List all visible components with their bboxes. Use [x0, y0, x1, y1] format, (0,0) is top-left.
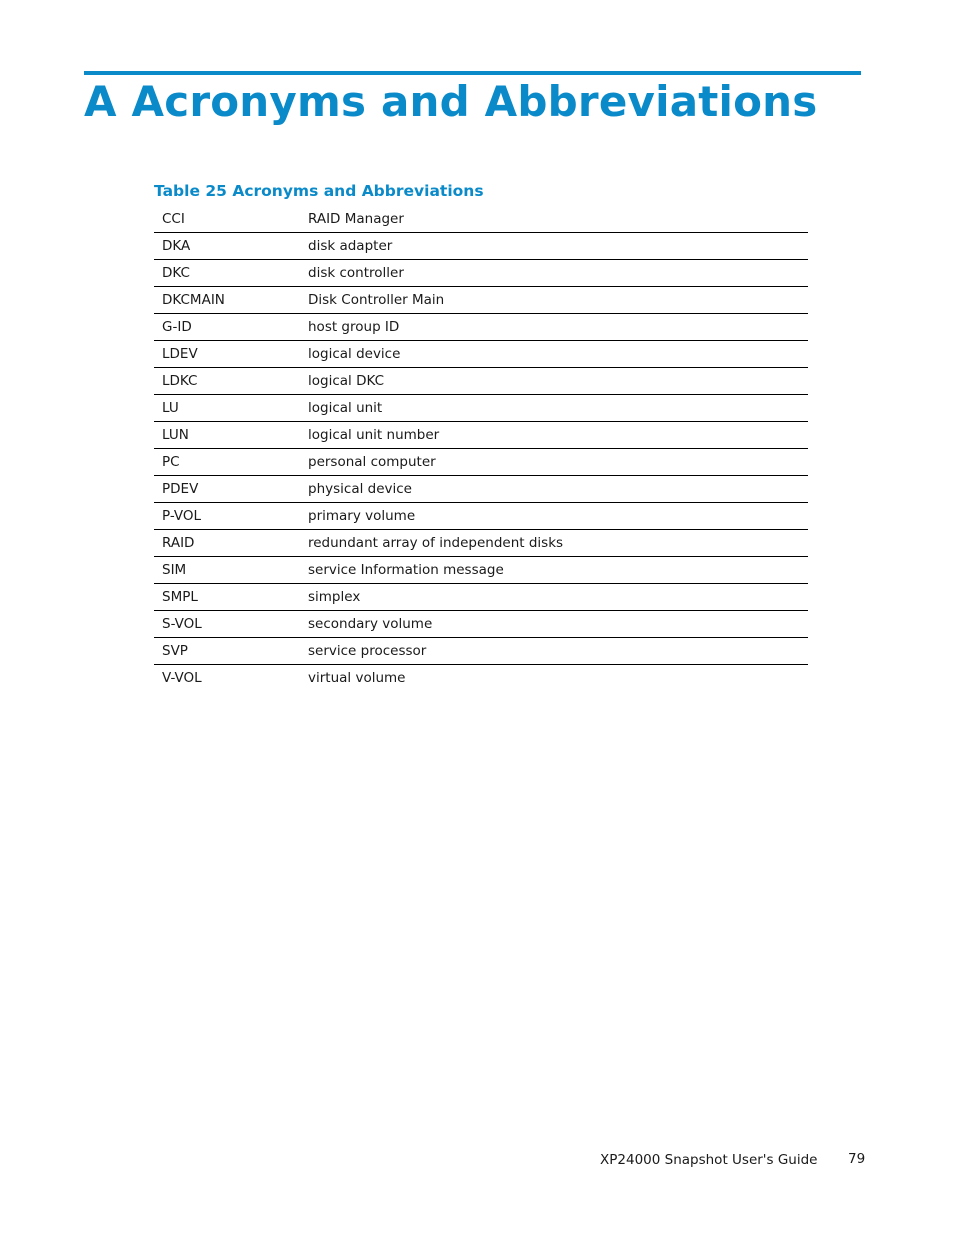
acronym-cell: LUN	[154, 422, 308, 449]
table-row	[154, 530, 808, 557]
table-row	[154, 422, 808, 449]
definition-cell: Disk Controller Main	[308, 287, 808, 314]
table-row	[154, 395, 808, 422]
table-row	[154, 503, 808, 530]
acronym-cell: CCI	[154, 206, 308, 233]
acronym-cell: SIM	[154, 557, 308, 584]
acronym-cell: LDKC	[154, 368, 308, 395]
acronym-cell: PC	[154, 449, 308, 476]
table-row	[154, 476, 808, 503]
definition-cell: disk controller	[308, 260, 808, 287]
table-row	[154, 665, 808, 692]
definition-cell: redundant array of independent disks	[308, 530, 808, 557]
definition-cell: logical unit	[308, 395, 808, 422]
acronym-cell: S-VOL	[154, 611, 308, 638]
definition-cell: RAID Manager	[308, 206, 808, 233]
table-row	[154, 287, 808, 314]
definition-cell: logical device	[308, 341, 808, 368]
table-row	[154, 611, 808, 638]
acronym-cell: SVP	[154, 638, 308, 665]
definition-cell: primary volume	[308, 503, 808, 530]
definition-cell: logical unit number	[308, 422, 808, 449]
acronym-cell: PDEV	[154, 476, 308, 503]
table-row	[154, 584, 808, 611]
acronym-cell: SMPL	[154, 584, 308, 611]
table-row	[154, 449, 808, 476]
definition-cell: service processor	[308, 638, 808, 665]
table-row	[154, 557, 808, 584]
table-row	[154, 368, 808, 395]
acronym-cell: G-ID	[154, 314, 308, 341]
title-rule	[84, 71, 861, 75]
definition-cell: service Information message	[308, 557, 808, 584]
acronym-cell: RAID	[154, 530, 308, 557]
definition-cell: logical DKC	[308, 368, 808, 395]
table-row	[154, 206, 808, 233]
page-title: A Acronyms and Abbreviations	[84, 77, 818, 126]
definition-cell: personal computer	[308, 449, 808, 476]
definition-cell: secondary volume	[308, 611, 808, 638]
acronyms-table	[154, 206, 808, 691]
acronym-cell: LDEV	[154, 341, 308, 368]
table-row	[154, 638, 808, 665]
footer-page-number: 79	[848, 1151, 866, 1167]
definition-cell: host group ID	[308, 314, 808, 341]
acronym-cell: V-VOL	[162, 670, 202, 686]
table-row	[154, 341, 808, 368]
table-row	[154, 314, 808, 341]
definition-cell: disk adapter	[308, 233, 808, 260]
footer-document-title: XP24000 Snapshot User's Guide	[600, 1152, 818, 1168]
acronym-cell: DKA	[154, 233, 308, 260]
acronym-cell: DKCMAIN	[154, 287, 308, 314]
table-caption: Table 25 Acronyms and Abbreviations	[154, 182, 484, 200]
table-row	[154, 260, 808, 287]
acronym-cell: P-VOL	[154, 503, 308, 530]
acronym-cell: LU	[154, 395, 308, 422]
definition-cell: physical device	[308, 476, 808, 503]
definition-cell: simplex	[308, 584, 808, 611]
table-row	[154, 233, 808, 260]
acronym-cell: DKC	[154, 260, 308, 287]
definition-cell: virtual volume	[308, 670, 406, 686]
